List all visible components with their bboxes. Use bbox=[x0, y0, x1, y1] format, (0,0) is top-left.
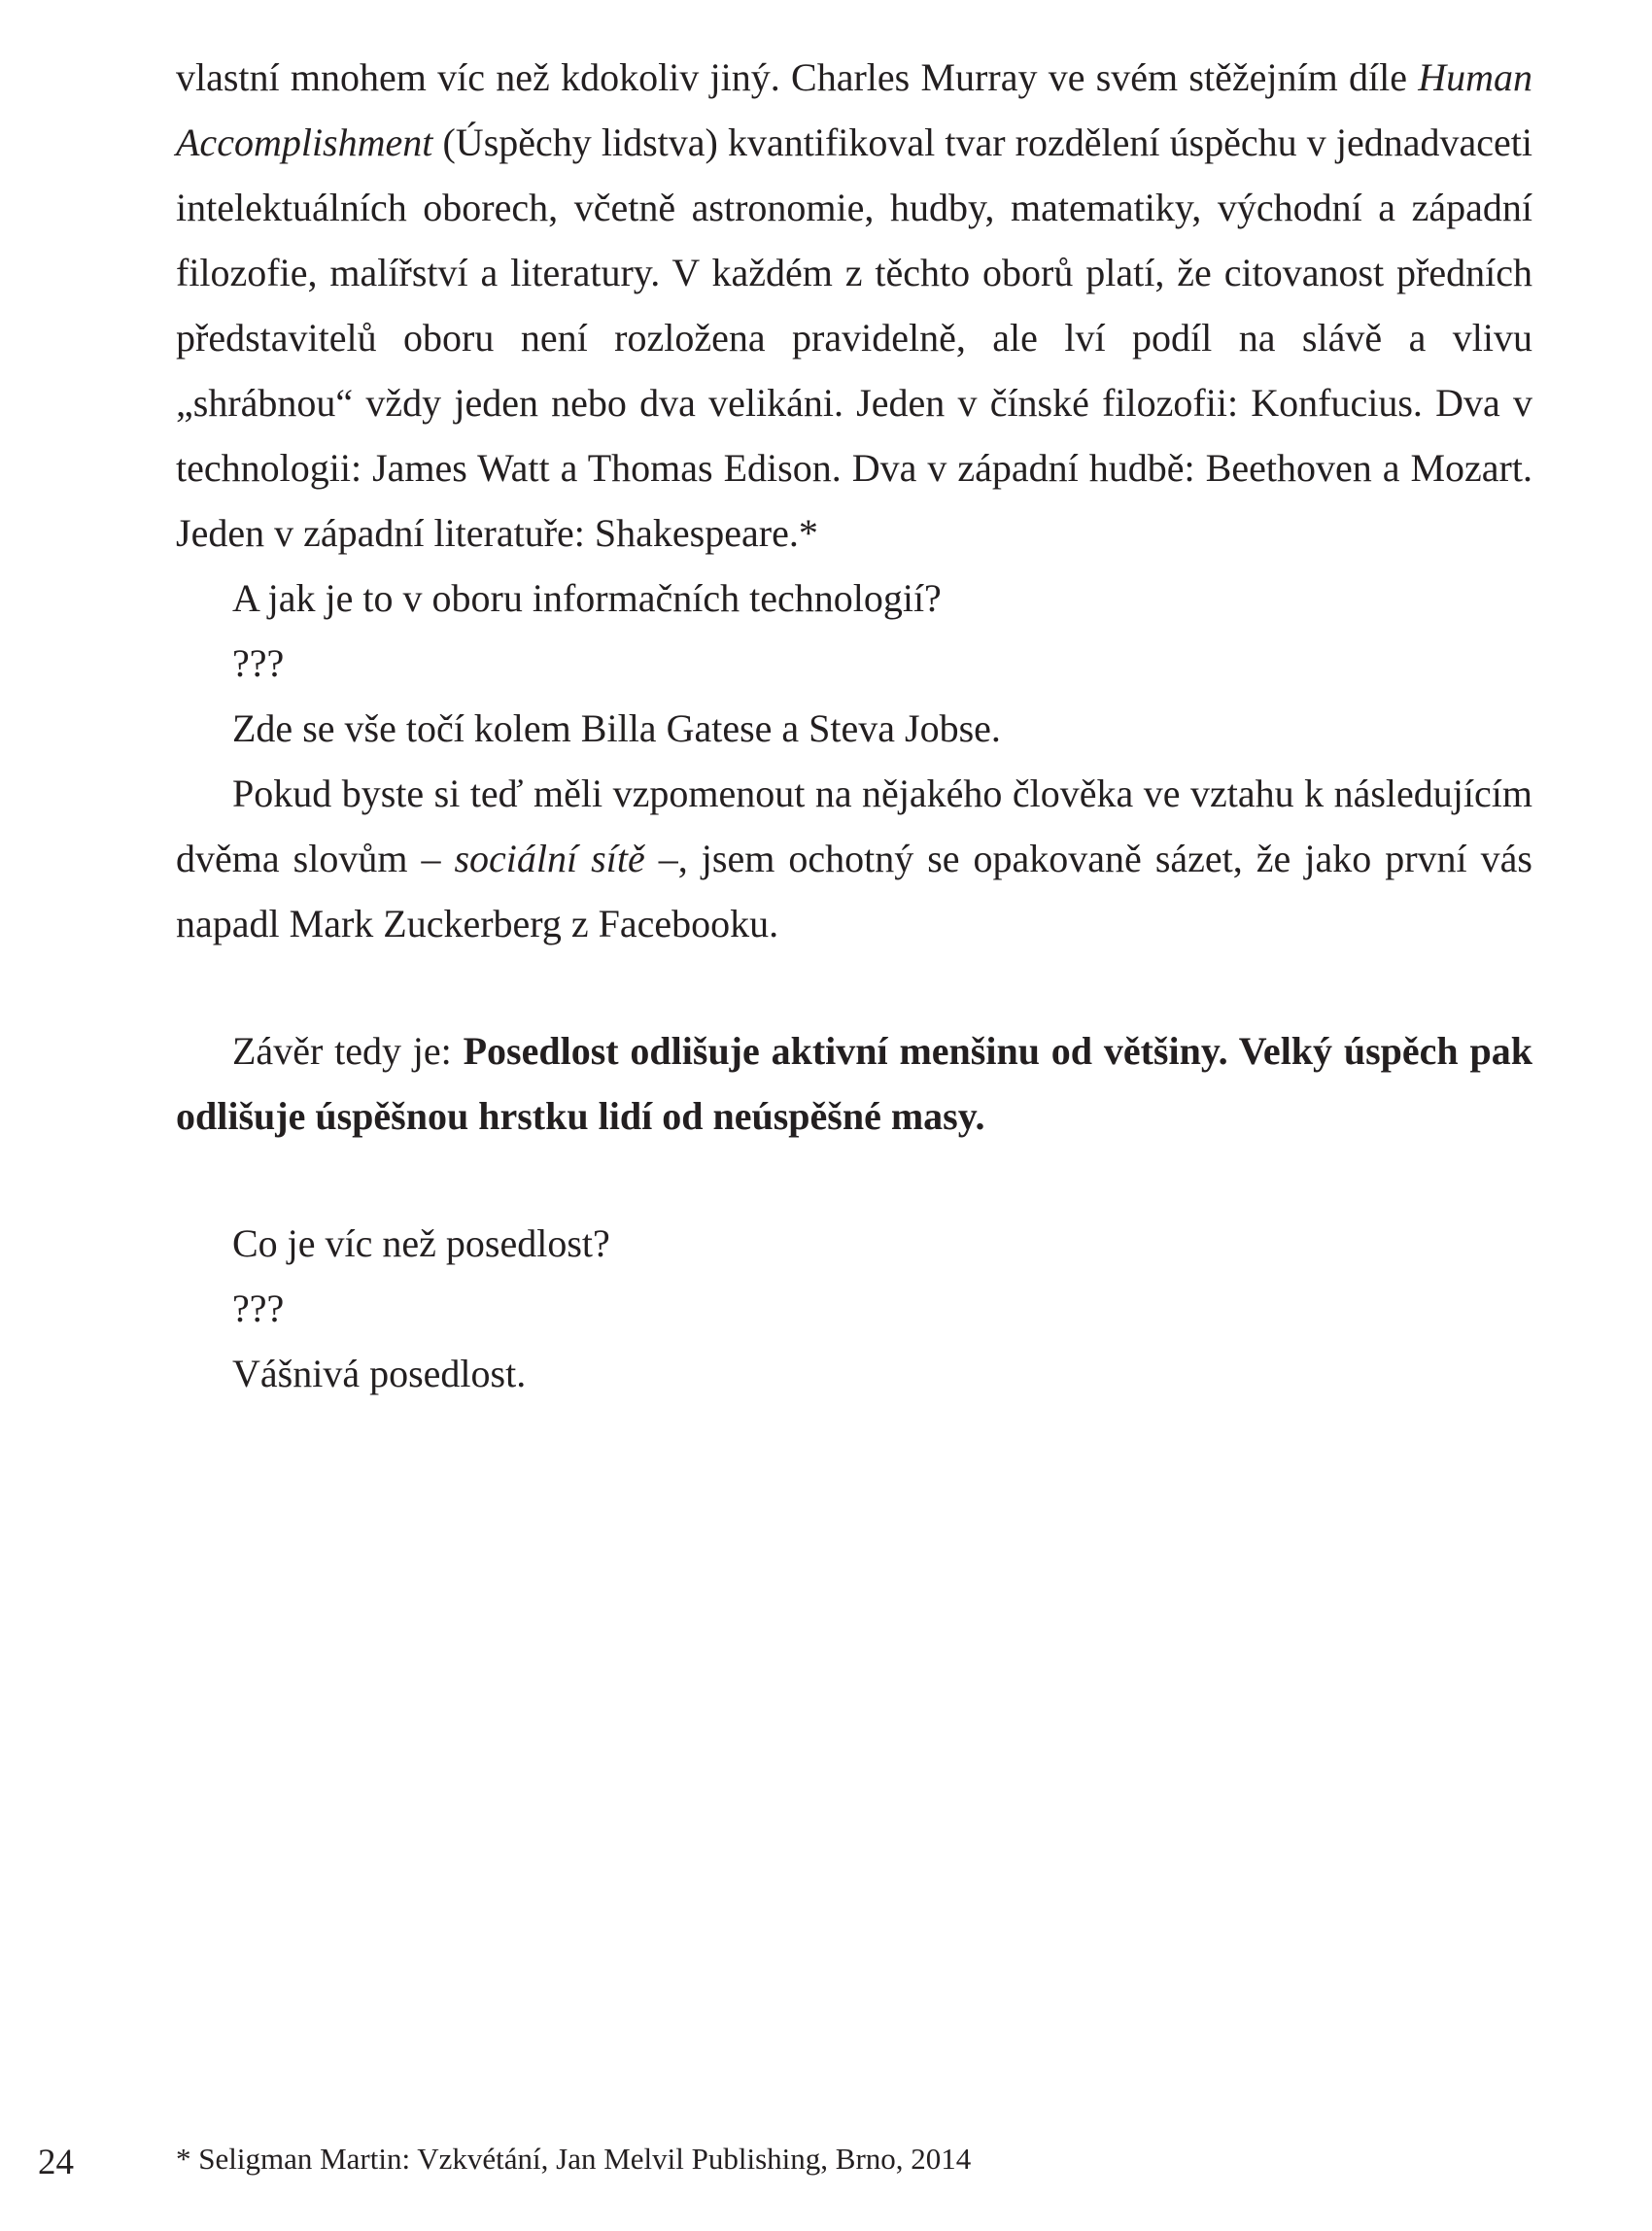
paragraph-murray-part-1: vlastní mnohem víc než kdokoliv jiný. Charles Murray ve svém stěžejním díle bbox=[176, 55, 1419, 99]
paragraph-murray bbox=[176, 45, 1532, 566]
book-title: Human Accomplishment bbox=[176, 55, 1532, 164]
page-number: 24 bbox=[38, 2143, 74, 2182]
paragraph-social-networks-part-1: Pokud byste si teď měli vzpomenout na nějakého člověka ve vztahu k následujícím dvěma slovům – bbox=[176, 772, 1532, 880]
closing-answer: Vášnivá posedlost. bbox=[232, 1352, 527, 1395]
paragraph-murray-part-2: (Úspěchy lidstva) kvantifikoval tvar rozdělení úspěchu v jednadvaceti intelektuálních oborech, včetně astronomie, hudby, matematiky, východní a západní filozofie, malířství a literatury. V každém z těchto oborů platí, že citovanost předních představitelů oboru není rozložena pravidelně, ale lví podíl na slávě a vlivu „shrábnou“ vždy jeden nebo dva velikáni. Jeden v čínské filozofii: Konfucius. Dva v technologii: James Watt a Thomas Edison. Dva v západní hudbě: Beethoven a Mozart. Jeden v západní literatuře: Shakespeare.* bbox=[176, 120, 1532, 555]
closing-question: Co je víc než posedlost? bbox=[232, 1221, 610, 1265]
paragraph-conclusion bbox=[176, 1018, 1532, 1149]
conclusion-lead: Závěr tedy je: bbox=[232, 1029, 464, 1073]
closing-question-marks: ??? bbox=[232, 1287, 285, 1330]
paragraph-gates-jobs: Zde se vše točí kolem Billa Gatese a Steva Jobse. bbox=[232, 706, 1001, 750]
paragraph-social-networks-part-2: –, jsem ochotný se opakovaně sázet, že jako první vás napadl Mark Zuckerberg z Facebooku. bbox=[176, 837, 1532, 945]
paragraph-social-networks bbox=[176, 761, 1532, 956]
body-text bbox=[176, 45, 1532, 1406]
paragraph-question-marks: ??? bbox=[232, 641, 285, 685]
social-networks-term: sociální sítě bbox=[454, 837, 645, 880]
conclusion-bold: Posedlost odlišuje aktivní menšinu od většiny. Velký úspěch pak odlišuje úspěšnou hrstku lidí od neúspěšné masy. bbox=[176, 1029, 1532, 1138]
paragraph-it-question: A jak je to v oboru informačních technologií? bbox=[232, 576, 942, 620]
footnote: * Seligman Martin: Vzkvétání, Jan Melvil Publishing, Brno, 2014 bbox=[176, 2142, 972, 2176]
